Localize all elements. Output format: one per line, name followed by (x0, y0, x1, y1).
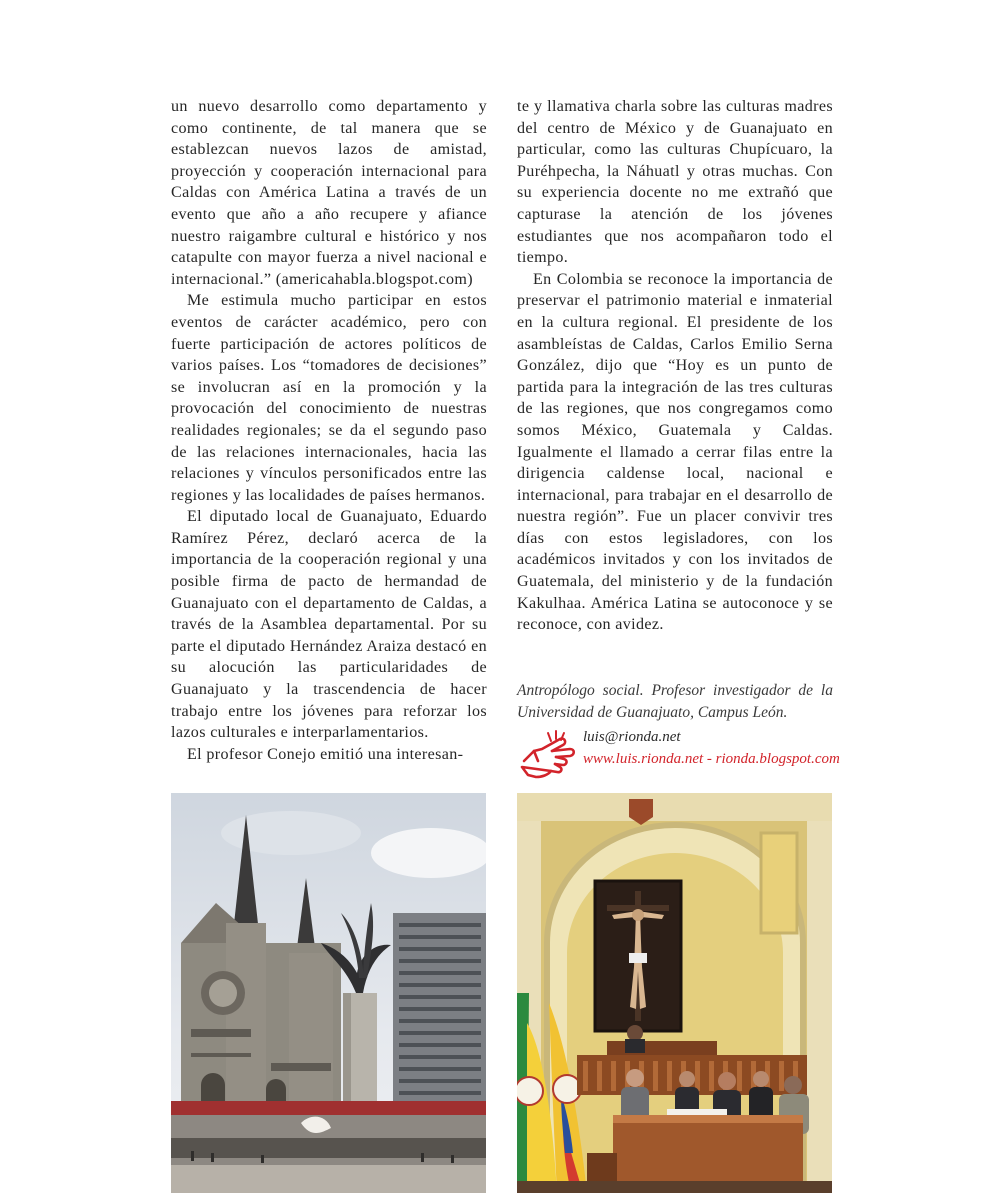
email-link[interactable]: luis@rionda.net (583, 729, 681, 745)
paragraph: un nuevo desarrollo como departamento y como continente, de tal manera que se establezcan nuevos lazos de amistad, proyección y cooperación internacional para Caldas con América Latina a través de un evento que año a año recupere y afiance nuestro raigambre cultural e histórico y nos catapulte con mayor fuerza a nivel nacional e internacional.” (americahabla.blogspot.com) (171, 98, 487, 288)
author-bio: Antropólogo social. Profesor investigador de la Universidad de Guanajuato, Campus León. (517, 682, 833, 721)
paragraph: Me estimula mucho participar en estos eventos de carácter académico, pero con fuerte participación de actores políticos de varios países. Los “tomadores de decisiones” se involucran así en la promoción y la provocación del conocimiento de nuestras realidades regionales; se da el segundo paso de las relaciones internacionales, hacia las relaciones y vínculos personificados entre las regiones y las localidades de países hermanos. (171, 292, 487, 504)
paragraph: El profesor Conejo emitió una interesan- (187, 745, 464, 763)
paragraph: te y llamativa charla sobre las culturas madres del centro de México y de Guanajuato en particular, como las culturas Chupícuaro, la Puréhpecha, la Náhuatl y otras muchas. Con su experiencia docente no me extrañó que capturase la atención de los jóvenes estudiantes que nos acompañaron todo el tiempo. (517, 98, 833, 267)
paragraph: El diputado local de Guanajuato, Eduardo Ramírez Pérez, declaró acerca de la importancia de la cooperación regional y una posible firma de pacto de hermandad de Guanajuato con el departamento de Caldas, a través de la Asamblea departamental. Por su parte el diputado Hernández Araiza destacó en su alocución las particularidades de Guanajuato y la trascendencia de hacer trabajo entre los jóvenes para reforzar los lazos culturales e interparlamentarios. (171, 508, 487, 742)
article-column-left (171, 96, 487, 765)
website-link[interactable]: www.luis.rionda.net - rionda.blogspot.com (583, 751, 840, 767)
author-contact (583, 726, 840, 770)
pointing-hand-icon (518, 727, 580, 787)
paragraph: En Colombia se reconoce la importancia de preservar el patrimonio material e inmaterial en la cultura regional. El presidente de los asambleístas de Caldas, Carlos Emilio Serna González, dijo que “Hoy es un punto de partida para la integración de las tres culturas de las regiones, que nos congregamos como somos México, Guatemala y Caldas. Igualmente el llamado a cerrar filas entre la dirigencia caldense local, nacional e internacional, para trabajar en el desarrollo de nuestra región”. Fue un placer convivir tres días con estos legisladores, con los académicos invitados y con los invitados de Guatemala, del ministerio y de la fundación Kakulhaa. América Latina se autoconoce y se reconoce, con avidez. (517, 270, 833, 634)
assembly-hall-photo (517, 793, 832, 1193)
cathedral-photo (171, 793, 486, 1193)
article-column-right (517, 96, 833, 636)
